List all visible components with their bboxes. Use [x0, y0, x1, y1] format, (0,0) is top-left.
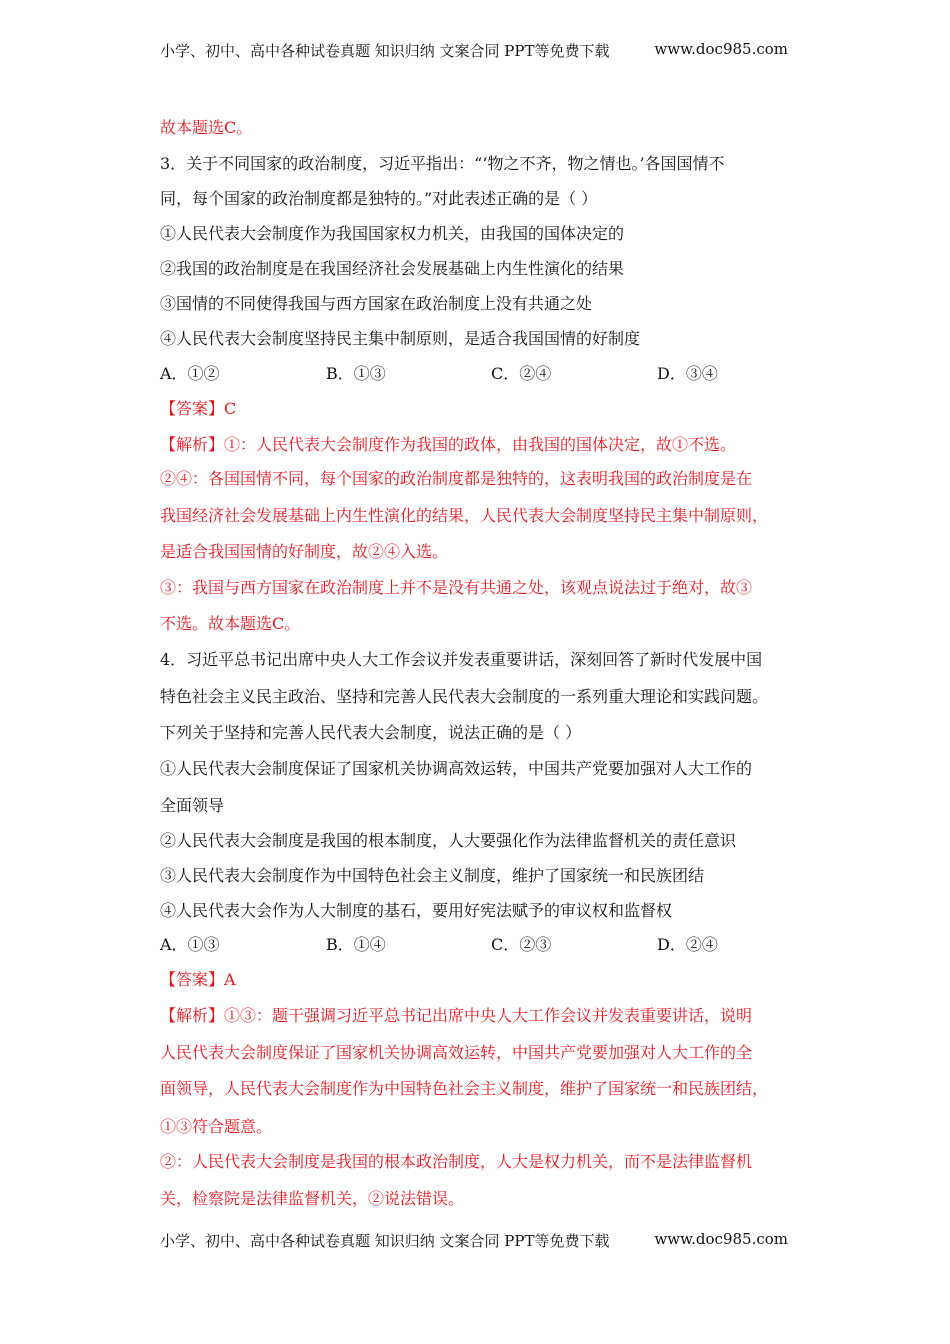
q4-stem-line3: 下列关于坚持和完善人民代表大会制度，说法正确的是（ ）: [160, 723, 582, 742]
q3-option-c: C．②④: [491, 364, 552, 383]
q4-analysis-line: 面领导，人民代表大会制度作为中国特色社会主义制度，维护了国家统一和民族团结，: [160, 1079, 769, 1098]
q4-statement-3: ③人民代表大会制度作为中国特色社会主义制度，维护了国家统一和民族团结: [160, 866, 705, 885]
q3-option-b: B．①③: [326, 364, 386, 383]
q3-option-a: A．①②: [160, 364, 220, 383]
q4-analysis-line: ②：人民代表大会制度是我国的根本政治制度，人大是权力机关，而不是法律监督机: [160, 1152, 753, 1171]
q3-statement-1: ①人民代表大会制度作为我国国家权力机关，由我国的国体决定的: [160, 224, 625, 243]
q3-analysis-line: 我国经济社会发展基础上内生性演化的结果，人民代表大会制度坚持民主集中制原则，: [160, 506, 769, 525]
q4-statement-1b: 全面领导: [160, 796, 225, 815]
q3-analysis-line: ②④：各国国情不同，每个国家的政治制度都是独特的，这表明我国的政治制度是在: [160, 469, 753, 488]
q3-statement-4: ④人民代表大会制度坚持民主集中制原则，是适合我国国情的好制度: [160, 329, 641, 348]
q4-statement-2: ②人民代表大会制度是我国的根本制度，人大要强化作为法律监督机关的责任意识: [160, 831, 737, 850]
q3-answer: 【答案】C: [160, 399, 237, 418]
q3-analysis-line: 是适合我国国情的好制度，故②④入选。: [160, 542, 449, 561]
q3-analysis-line: 不选。故本题选C。: [160, 614, 301, 633]
q4-answer: 【答案】A: [160, 970, 236, 989]
q4-statement-1a: ①人民代表大会制度保证了国家机关协调高效运转，中国共产党要加强对人大工作的: [160, 759, 753, 778]
q4-statement-4: ④人民代表大会作为人大制度的基石，要用好宪法赋予的审议权和监督权: [160, 901, 673, 920]
q3-analysis-line: 【解析】①：人民代表大会制度作为我国的政体，由我国的国体决定，故①不选。: [160, 435, 737, 454]
q4-analysis-line: ①③符合题意。: [160, 1117, 273, 1136]
q4-option-d: D．②④: [657, 935, 718, 954]
q4-stem-line1: 4．习近平总书记出席中央人大工作会议并发表重要讲话，深刻回答了新时代发展中国: [160, 650, 763, 669]
q3-statement-3: ③国情的不同使得我国与西方国家在政治制度上没有共通之处: [160, 294, 593, 313]
q3-statement-2: ②我国的政治制度是在我国经济社会发展基础上内生性演化的结果: [160, 259, 625, 278]
page-footer: [160, 1230, 788, 1251]
page-header: [160, 40, 788, 61]
q4-option-a: A．①③: [160, 935, 220, 954]
q3-stem-line2: 同，每个国家的政治制度都是独特的。”对此表述正确的是（ ）: [160, 189, 598, 208]
q4-analysis-line: 关，检察院是法律监督机关，②说法错误。: [160, 1189, 465, 1208]
q3-stem-line1: 3．关于不同国家的政治制度，习近平指出：“‘物之不齐，物之情也。’各国国情不: [160, 154, 725, 173]
header-url[interactable]: www.doc985.com: [654, 40, 788, 58]
q4-analysis-line: 【解析】①③：题干强调习近平总书记出席中央人大工作会议并发表重要讲话，说明: [160, 1006, 753, 1025]
header-tagline: 小学、初中、高中各种试卷真题 知识归纳 文案合同 PPT等免费下载: [160, 42, 610, 60]
q4-stem-line2: 特色社会主义民主政治、坚持和完善人民代表大会制度的一系列重大理论和实践问题。: [160, 687, 769, 706]
prev-question-conclusion: 故本题选C。: [160, 118, 253, 137]
q4-option-c: C．②③: [491, 935, 552, 954]
footer-url[interactable]: www.doc985.com: [654, 1230, 788, 1248]
footer-tagline: 小学、初中、高中各种试卷真题 知识归纳 文案合同 PPT等免费下载: [160, 1232, 610, 1250]
q4-analysis-line: 人民代表大会制度保证了国家机关协调高效运转，中国共产党要加强对人大工作的全: [160, 1043, 753, 1062]
q3-analysis-line: ③：我国与西方国家在政治制度上并不是没有共通之处，该观点说法过于绝对，故③: [160, 578, 753, 597]
q4-option-b: B．①④: [326, 935, 386, 954]
q3-option-d: D．③④: [657, 364, 718, 383]
